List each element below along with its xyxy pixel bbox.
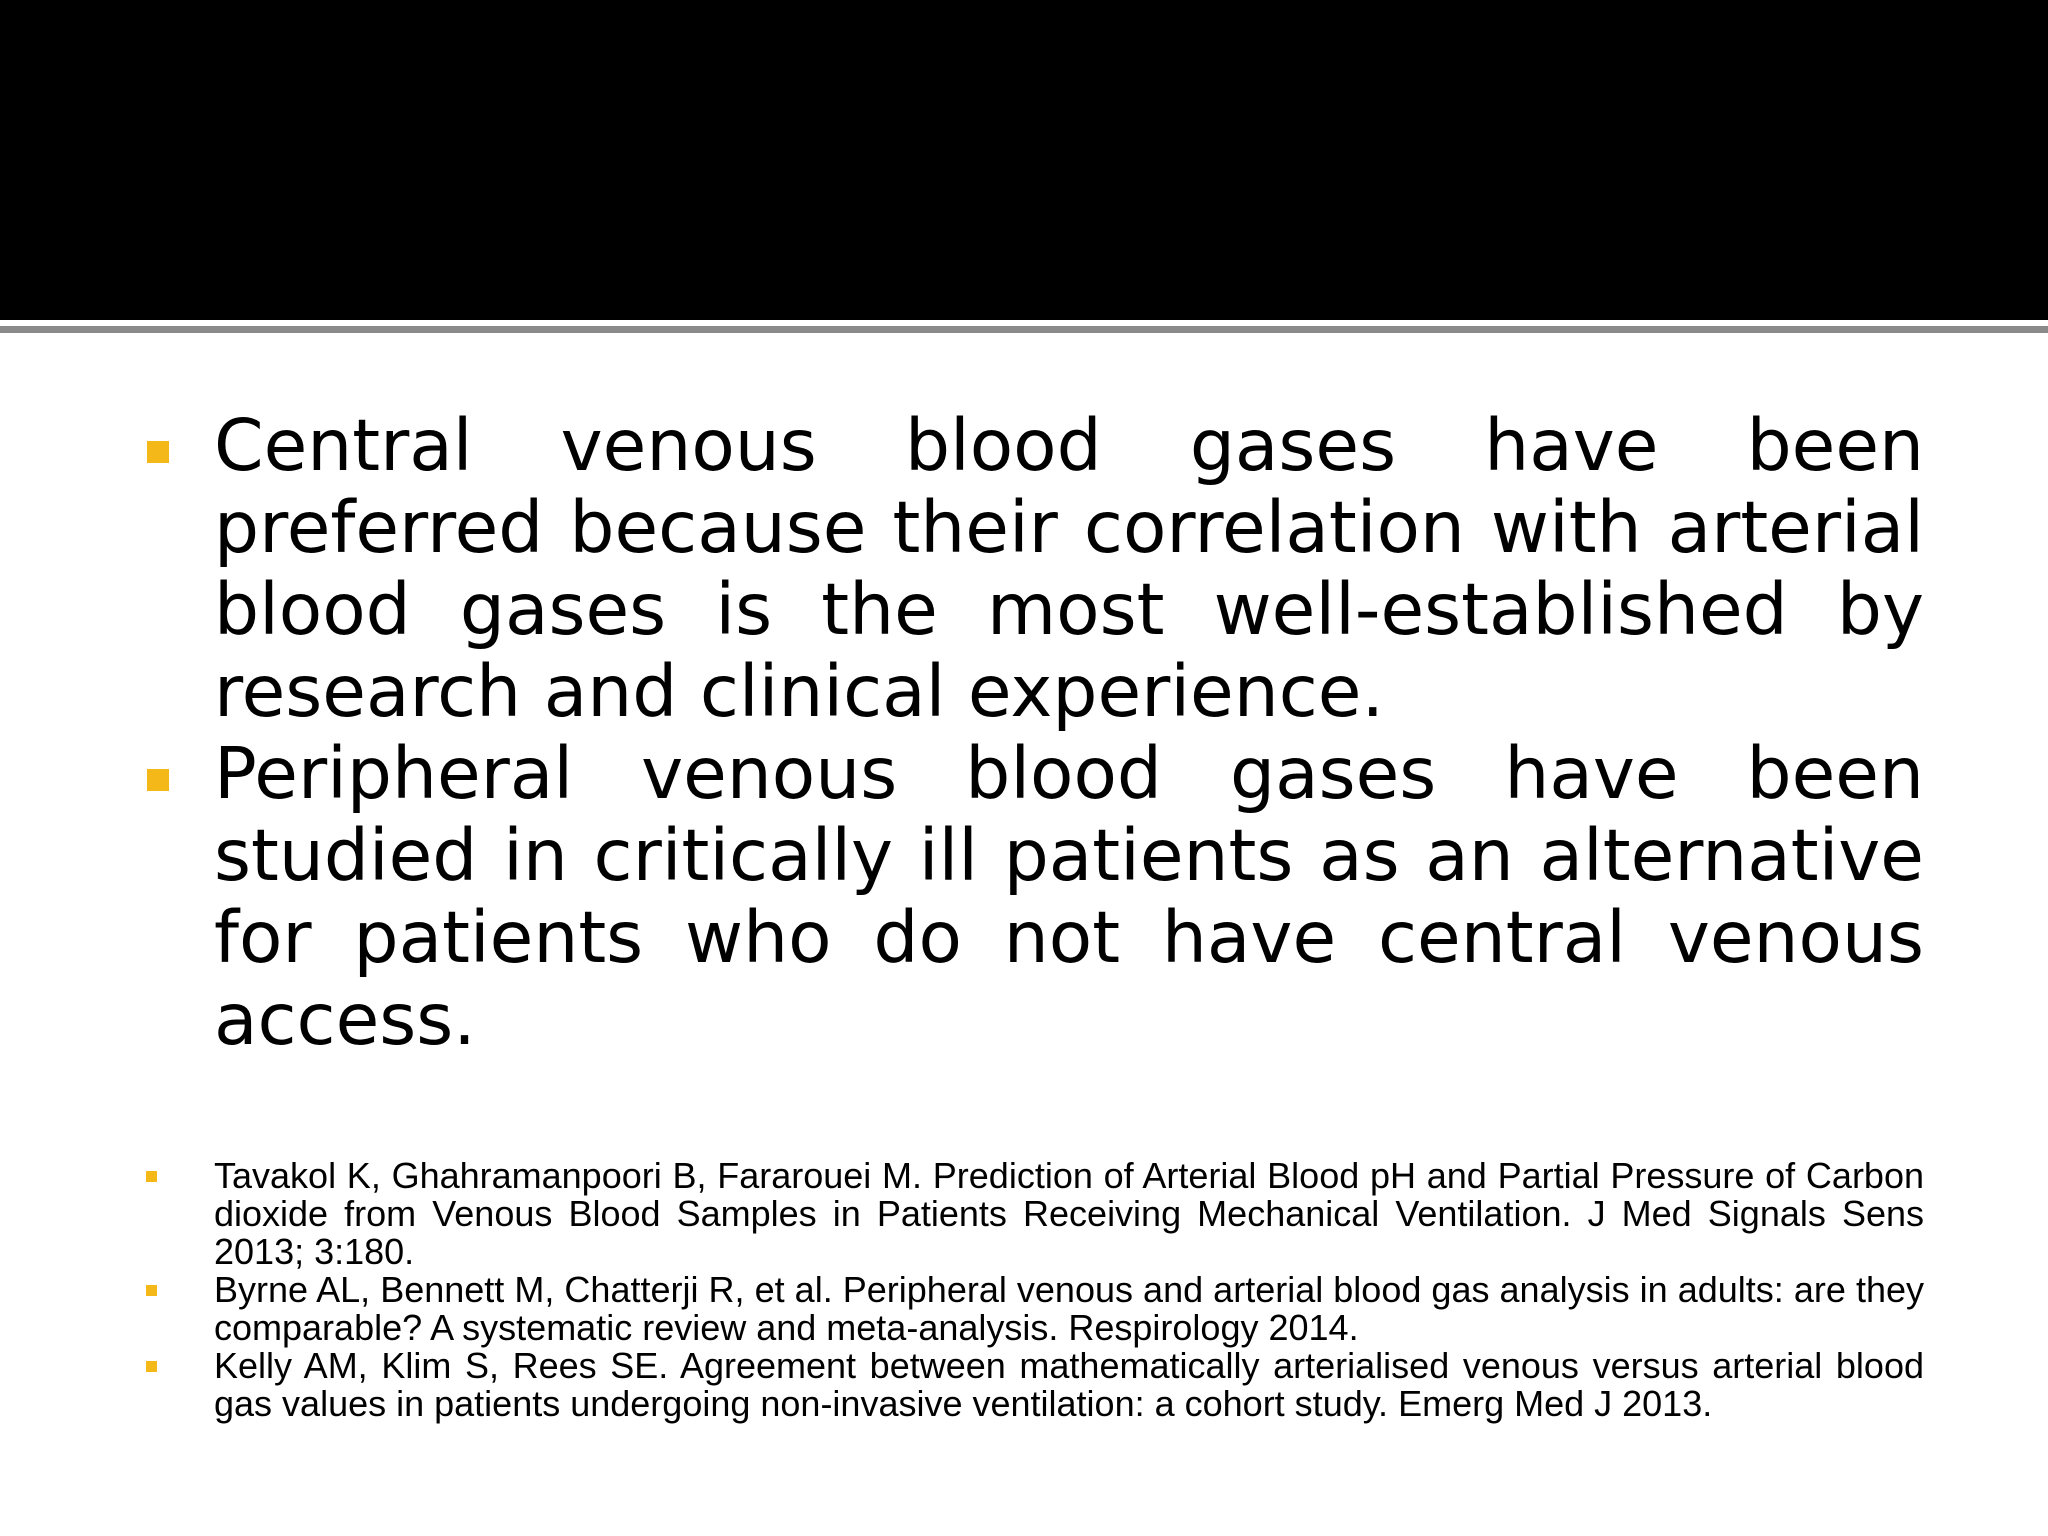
square-bullet-icon (147, 769, 169, 791)
reference-text: Kelly AM, Klim S, Rees SE. Agreement between mathematically arterialised venous versus arterial blood gas values in patients undergoing non-invasive ventilation: a cohort study. Emerg Med J 2013. (214, 1345, 1924, 1424)
main-bullet-item (214, 733, 1924, 1061)
title-bar (0, 0, 2048, 320)
spacer (0, 1061, 2048, 1157)
title-divider-gray (0, 326, 2048, 333)
square-bullet-icon (146, 1361, 157, 1372)
main-bullet-list (0, 405, 2048, 1061)
reference-item (214, 1271, 1924, 1347)
main-bullet-item (214, 405, 1924, 733)
main-bullet-text: Central venous blood gases have been preferred because their correlation with arterial blood gases is the most well-established by research and clinical experience. (214, 404, 1924, 733)
square-bullet-icon (147, 441, 169, 463)
square-bullet-icon (146, 1171, 157, 1182)
reference-text: Byrne AL, Bennett M, Chatterji R, et al. Peripheral venous and arterial blood gas analysis in adults: are they comparable? A systematic review and meta-analysis. Respirology 2014. (214, 1269, 1924, 1348)
reference-list (0, 1157, 2048, 1423)
reference-item (214, 1157, 1924, 1271)
square-bullet-icon (146, 1285, 157, 1296)
slide-content (0, 405, 2048, 1505)
reference-item (214, 1347, 1924, 1423)
reference-text: Tavakol K, Ghahramanpoori B, Fararouei M. Prediction of Arterial Blood pH and Partial Pressure of Carbon dioxide from Venous Blood Samples in Patients Receiving Mechanical Ventilation. J Med Signals Sens 2013; 3:180. (214, 1155, 1924, 1272)
main-bullet-text: Peripheral venous blood gases have been studied in critically ill patients as an alternative for patients who do not have central venous access. (214, 732, 1924, 1061)
